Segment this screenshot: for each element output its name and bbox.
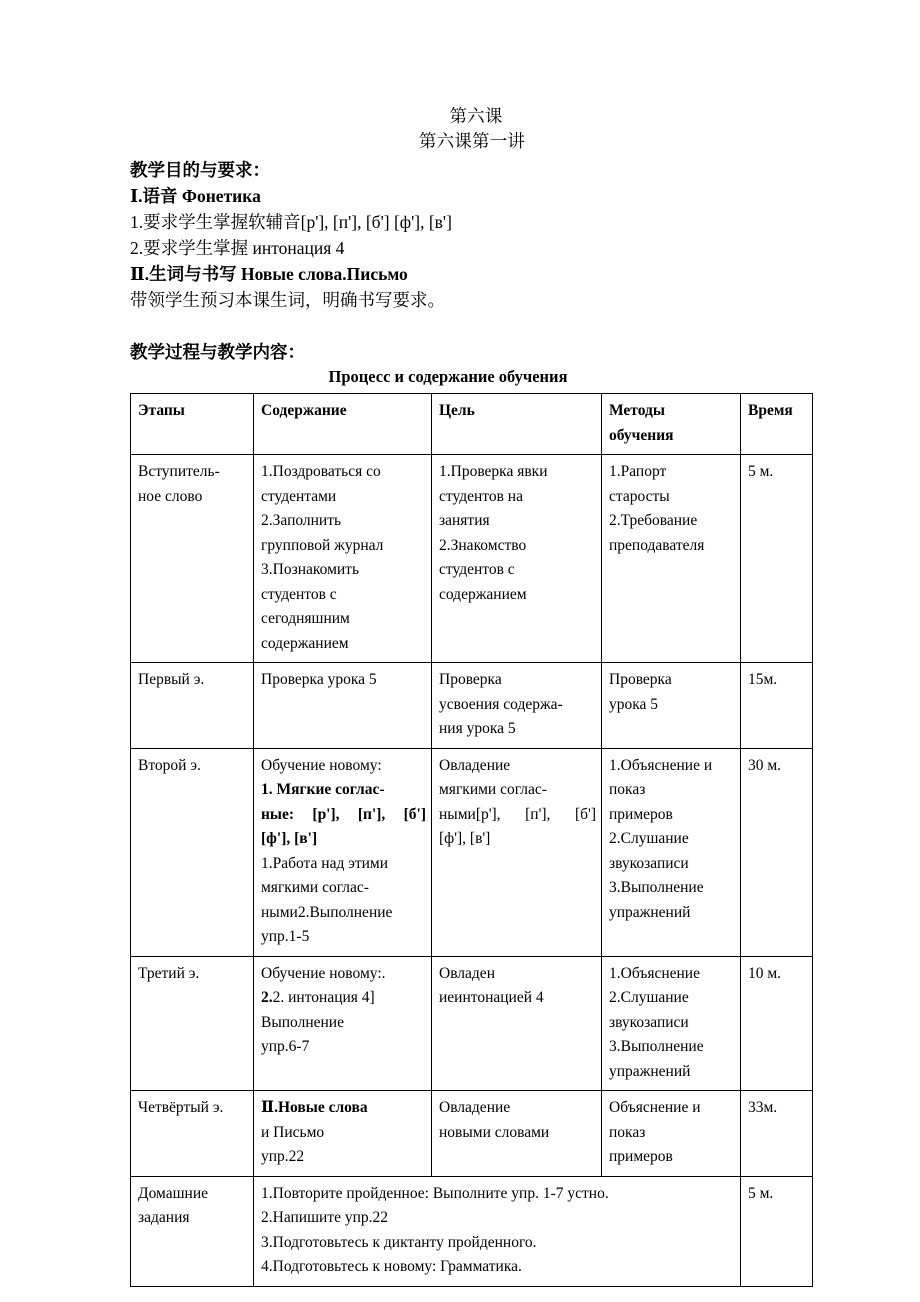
methods-line: Проверка xyxy=(609,671,672,688)
table-row xyxy=(131,455,813,663)
cell-time: 5 м. xyxy=(741,1176,813,1286)
goal-line: содержанием xyxy=(439,585,527,603)
table-row xyxy=(131,956,813,1091)
column-header-methods-line1: Методы xyxy=(609,402,665,419)
cell-stage: Четвёртый э. xyxy=(131,1091,254,1177)
goal-line: [ф'], [в'] xyxy=(439,830,491,847)
content-line: упр.22 xyxy=(261,1148,305,1165)
stage-line: ное слово xyxy=(138,487,203,505)
table-row xyxy=(131,1091,813,1177)
goal-line: Овладение xyxy=(439,1099,511,1116)
section-spacer xyxy=(130,313,814,339)
goal-line: мягкими соглас- xyxy=(439,781,547,798)
methods-line: 3.Выполнение xyxy=(609,1038,704,1055)
methods-line: 1.Объяснение и xyxy=(609,756,713,774)
cell-time: 30 м. xyxy=(741,748,813,956)
lesson-title-line1: 第六课 xyxy=(449,106,503,126)
methods-line: 1.Объяснение xyxy=(609,964,700,982)
methods-line: упражнений xyxy=(609,903,691,921)
lesson-title-line2: 第六课第一讲 xyxy=(418,131,526,151)
cell-methods xyxy=(602,663,741,749)
methods-line: 3.Выполнение xyxy=(609,879,704,896)
cell-content xyxy=(254,1091,432,1177)
goal-line: студентов на xyxy=(439,487,523,505)
content-line-text: 2. интонация 4] xyxy=(272,989,375,1006)
table-caption: Процесс и содержание обучения xyxy=(328,367,568,386)
methods-line: 2.Слушание xyxy=(609,830,689,847)
content-line: студентов с xyxy=(261,585,337,603)
goal-line: ния урока 5 xyxy=(439,720,516,737)
methods-line: примеров xyxy=(609,805,673,823)
bold-marker: 2. xyxy=(261,989,273,1006)
methods-line: старосты xyxy=(609,487,670,505)
content-line: мягкими соглас- xyxy=(261,879,369,896)
content-line: ные: [р'], [п'], [б'] xyxy=(261,805,426,823)
table-row xyxy=(131,663,813,749)
goal-line: иеинтонацией 4 xyxy=(439,989,544,1006)
methods-line: 2.Требование xyxy=(609,512,698,529)
vocabulary-section-heading: Ⅱ.生词与书写 Новые слова.Письмо xyxy=(130,264,408,284)
content-line: студентами xyxy=(261,487,337,505)
goal-line: 2.Знакомство xyxy=(439,536,527,554)
stage-line: Вступитель- xyxy=(138,463,220,480)
homework-line: 1.Повторите пройденное: Выполните упр. 1-7 устно. xyxy=(261,1184,609,1202)
methods-line: упражнений xyxy=(609,1062,691,1080)
lesson-plan-table xyxy=(130,393,813,1287)
objective-item-3: 带领学生预习本课生词，明确书写要求。 xyxy=(130,290,445,310)
content-line: упр.6-7 xyxy=(261,1038,310,1055)
cell-stage: Третий э. xyxy=(131,956,254,1091)
methods-line: Объяснение и xyxy=(609,1099,701,1116)
content-line: Обучение новому: xyxy=(261,756,382,774)
column-header-time: Время xyxy=(741,394,813,455)
cell-time: 5 м. xyxy=(741,455,813,663)
content-line: упр.1-5 xyxy=(261,928,310,945)
objective-item-1: 1.要求学生掌握软辅音[p'], [п'], [б'] [ф'], [в'] xyxy=(130,212,452,232)
cell-methods xyxy=(602,455,741,663)
column-header-methods-line2: обучения xyxy=(609,426,674,444)
objective-item-2: 2.要求学生掌握 интонация 4 xyxy=(130,238,345,258)
goal-line: усвоения содержа- xyxy=(439,695,563,713)
cell-goal xyxy=(432,663,602,749)
cell-stage-homework xyxy=(131,1176,254,1286)
goal-line: 1.Проверка явки xyxy=(439,463,548,480)
cell-content xyxy=(254,956,432,1091)
methods-line: звукозаписи xyxy=(609,1013,689,1031)
column-header-goal: Цель xyxy=(432,394,602,455)
methods-line: 2.Слушание xyxy=(609,989,689,1006)
table-row xyxy=(131,748,813,956)
cell-goal xyxy=(432,455,602,663)
content-line: Ⅱ.Новые слова xyxy=(261,1099,368,1116)
homework-line: 4.Подготовьтесь к новому: Грамматика. xyxy=(261,1258,522,1275)
cell-stage: Первый э. xyxy=(131,663,254,749)
goal-line: студентов с xyxy=(439,561,515,578)
methods-line: показ xyxy=(609,781,646,798)
homework-line: 3.Подготовьтесь к диктанту пройденного. xyxy=(261,1233,537,1251)
stage-line: задания xyxy=(138,1209,190,1226)
cell-stage xyxy=(131,455,254,663)
column-header-stages: Этапы xyxy=(131,394,254,455)
phonetics-section-heading: Ⅰ.语音 Фонетика xyxy=(130,186,261,206)
cell-homework-items xyxy=(254,1176,741,1286)
content-line: ными2.Выполнение xyxy=(261,903,393,921)
content-line: групповой журнал xyxy=(261,536,384,554)
content-line: [ф'], [в'] xyxy=(261,830,318,847)
content-line: Выполнение xyxy=(261,1013,344,1031)
content-line: содержанием xyxy=(261,634,349,652)
methods-line: урока 5 xyxy=(609,695,659,713)
content-line: 1.Работа над этими xyxy=(261,854,389,872)
cell-content xyxy=(254,455,432,663)
goal-line: Овладение xyxy=(439,756,511,774)
goal-line: Овладен xyxy=(439,964,495,982)
homework-line: 2.Напишите упр.22 xyxy=(261,1209,389,1226)
goal-line: новыми словами xyxy=(439,1123,550,1141)
cell-methods xyxy=(602,748,741,956)
objectives-heading: 教学目的与要求： xyxy=(130,160,270,180)
stage-line: Домашние xyxy=(138,1184,209,1202)
cell-goal xyxy=(432,748,602,956)
methods-line: 1.Рапорт xyxy=(609,463,667,480)
content-line: Проверка урока 5 xyxy=(261,671,377,688)
content-line: 3.Познакомить xyxy=(261,561,360,578)
content-line: Обучение новому:. xyxy=(261,964,386,982)
goal-line: занятия xyxy=(439,512,490,529)
table-header-row xyxy=(131,394,813,455)
cell-content xyxy=(254,748,432,956)
methods-line: показ xyxy=(609,1123,646,1141)
cell-goal xyxy=(432,1091,602,1177)
process-heading: 教学过程与教学内容： xyxy=(130,342,305,362)
cell-goal xyxy=(432,956,602,1091)
cell-time: 15м. xyxy=(741,663,813,749)
column-header-content: Содержание xyxy=(254,394,432,455)
content-line: 2.Заполнить xyxy=(261,512,342,529)
goal-line: ными[р'], [п'], [б'] xyxy=(439,805,596,823)
goal-line: Проверка xyxy=(439,671,502,688)
content-line: и Письмо xyxy=(261,1123,325,1141)
content-line: сегодняшним xyxy=(261,610,350,627)
cell-stage: Второй э. xyxy=(131,748,254,956)
cell-methods xyxy=(602,1091,741,1177)
content-line: 1. Мягкие соглас- xyxy=(261,781,385,798)
cell-content xyxy=(254,663,432,749)
cell-time: 10 м. xyxy=(741,956,813,1091)
content-line xyxy=(261,986,426,1011)
column-header-methods xyxy=(602,394,741,455)
document-body xyxy=(130,104,814,1287)
methods-line: звукозаписи xyxy=(609,854,689,872)
content-line: 1.Поздроваться со xyxy=(261,463,381,480)
methods-line: примеров xyxy=(609,1148,673,1165)
cell-time: 33м. xyxy=(741,1091,813,1177)
methods-line: преподавателя xyxy=(609,536,705,554)
cell-methods xyxy=(602,956,741,1091)
table-row-homework xyxy=(131,1176,813,1286)
